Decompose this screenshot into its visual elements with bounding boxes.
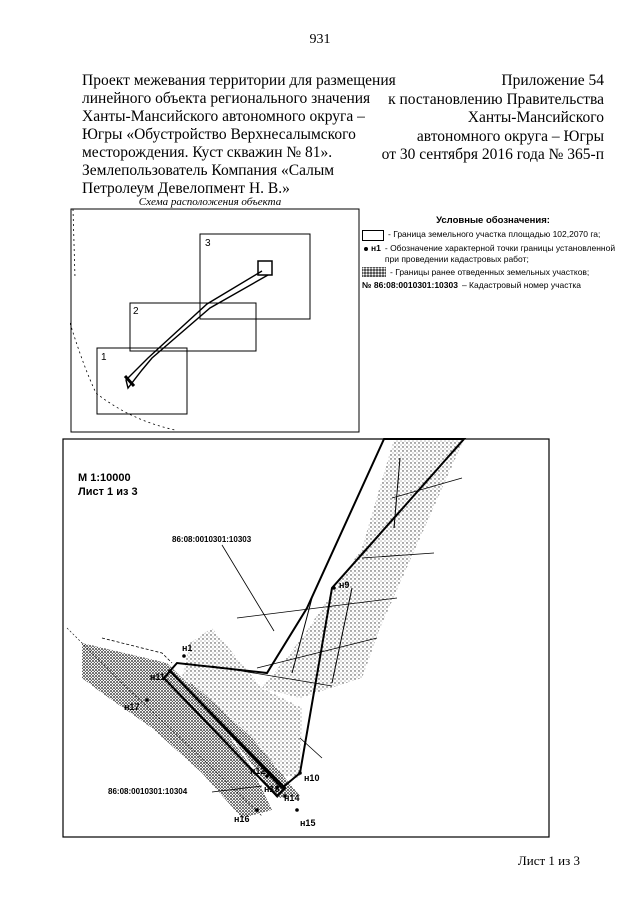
legend-previous-text: - Границы ранее отведенных земельных участков;	[390, 267, 590, 277]
boundary-map	[62, 438, 550, 838]
legend-cadastral-text: – Кадастровый номер участка	[461, 280, 582, 290]
point-n10	[298, 771, 302, 775]
road-corridor-outline	[126, 271, 268, 388]
appendix-line: к постановлению Правительства	[388, 90, 604, 108]
scheme-dashed-line	[73, 209, 75, 278]
cadastral-example: № 86:08:0010301:10303	[362, 280, 458, 290]
sheet-1-label: 1	[101, 352, 107, 363]
point-label-n15: н15	[300, 818, 316, 828]
legend-row-boundary	[362, 229, 624, 241]
point-marker-label: н1	[371, 243, 381, 253]
boundary-symbol	[362, 230, 384, 241]
location-scheme	[70, 208, 360, 433]
point-n17	[145, 698, 149, 702]
appendix-line: от 30 сентября 2016 года № 365-п	[381, 146, 604, 163]
cadastral-leader-1	[222, 545, 274, 631]
point-n1	[182, 654, 186, 658]
title-line: Югры «Обустройство Верхнесалымского	[82, 126, 356, 143]
title-line: Землепользователь Компания «Салым	[82, 162, 335, 179]
point-label-n1: н1	[182, 643, 193, 653]
point-label-n13: н13	[264, 784, 280, 794]
schema-caption: Схема расположения объекта	[138, 196, 282, 208]
point-n11	[168, 669, 172, 673]
scheme-frame	[71, 209, 359, 432]
point-n9	[332, 586, 336, 590]
sheet-2-label: 2	[133, 306, 139, 317]
point-label-n14: н14	[284, 793, 300, 803]
point-label-n16: н16	[234, 814, 250, 824]
appendix-line: автономного округа – Югры	[416, 127, 604, 145]
sheet-1-frame	[97, 348, 187, 414]
map-scale: М 1:10000	[78, 472, 131, 484]
point-label-n12: н12	[250, 766, 266, 776]
point-label-n17: н17	[124, 702, 140, 712]
appendix-line: Ханты-Мансийского	[467, 109, 604, 126]
point-symbol	[364, 247, 368, 251]
appendix-header	[354, 72, 604, 165]
title-line: месторождения. Куст скважин № 81».	[82, 144, 333, 161]
sheet-3-frame	[200, 234, 310, 319]
legend-boundary-text: - Граница земельного участка площадью 102,2070 га;	[388, 229, 601, 239]
title-line: Проект межевания территории для размещения	[82, 72, 396, 89]
page-number: 931	[309, 32, 331, 47]
legend-point-text: - Обозначение характерной точки границы установленной при проведении кадастровых работ;	[384, 243, 616, 264]
appendix-line: Приложение 54	[501, 72, 604, 89]
point-n16	[255, 808, 259, 812]
previous-parcel-symbol	[362, 267, 386, 277]
legend-row-previous	[362, 267, 624, 278]
legend-row-point	[362, 243, 624, 265]
point-label-n11: н11	[150, 672, 165, 682]
point-n12	[265, 774, 269, 778]
legend	[362, 215, 624, 293]
point-label-n9: н9	[339, 580, 350, 590]
footer-sheet: Лист 1 из 3	[517, 853, 580, 868]
title-line: Петролеум Девелопмент Н. В.»	[82, 180, 290, 197]
legend-title: Условные обозначения:	[436, 215, 550, 226]
point-n15	[295, 808, 299, 812]
title-line: Ханты-Мансийского автономного округа –	[82, 108, 365, 125]
title-line: линейного объекта регионального значения	[82, 90, 371, 107]
sheet-2-frame	[130, 303, 256, 351]
cadastral-label-2: 86:08:0010301:10304	[108, 787, 188, 796]
cadastral-label-1: 86:08:0010301:10303	[172, 535, 252, 544]
map-sheet-label: Лист 1 из 3	[78, 486, 138, 498]
sheet-3-label: 3	[205, 238, 211, 249]
legend-row-cadastral	[362, 280, 624, 291]
point-label-n10: н10	[304, 773, 320, 783]
